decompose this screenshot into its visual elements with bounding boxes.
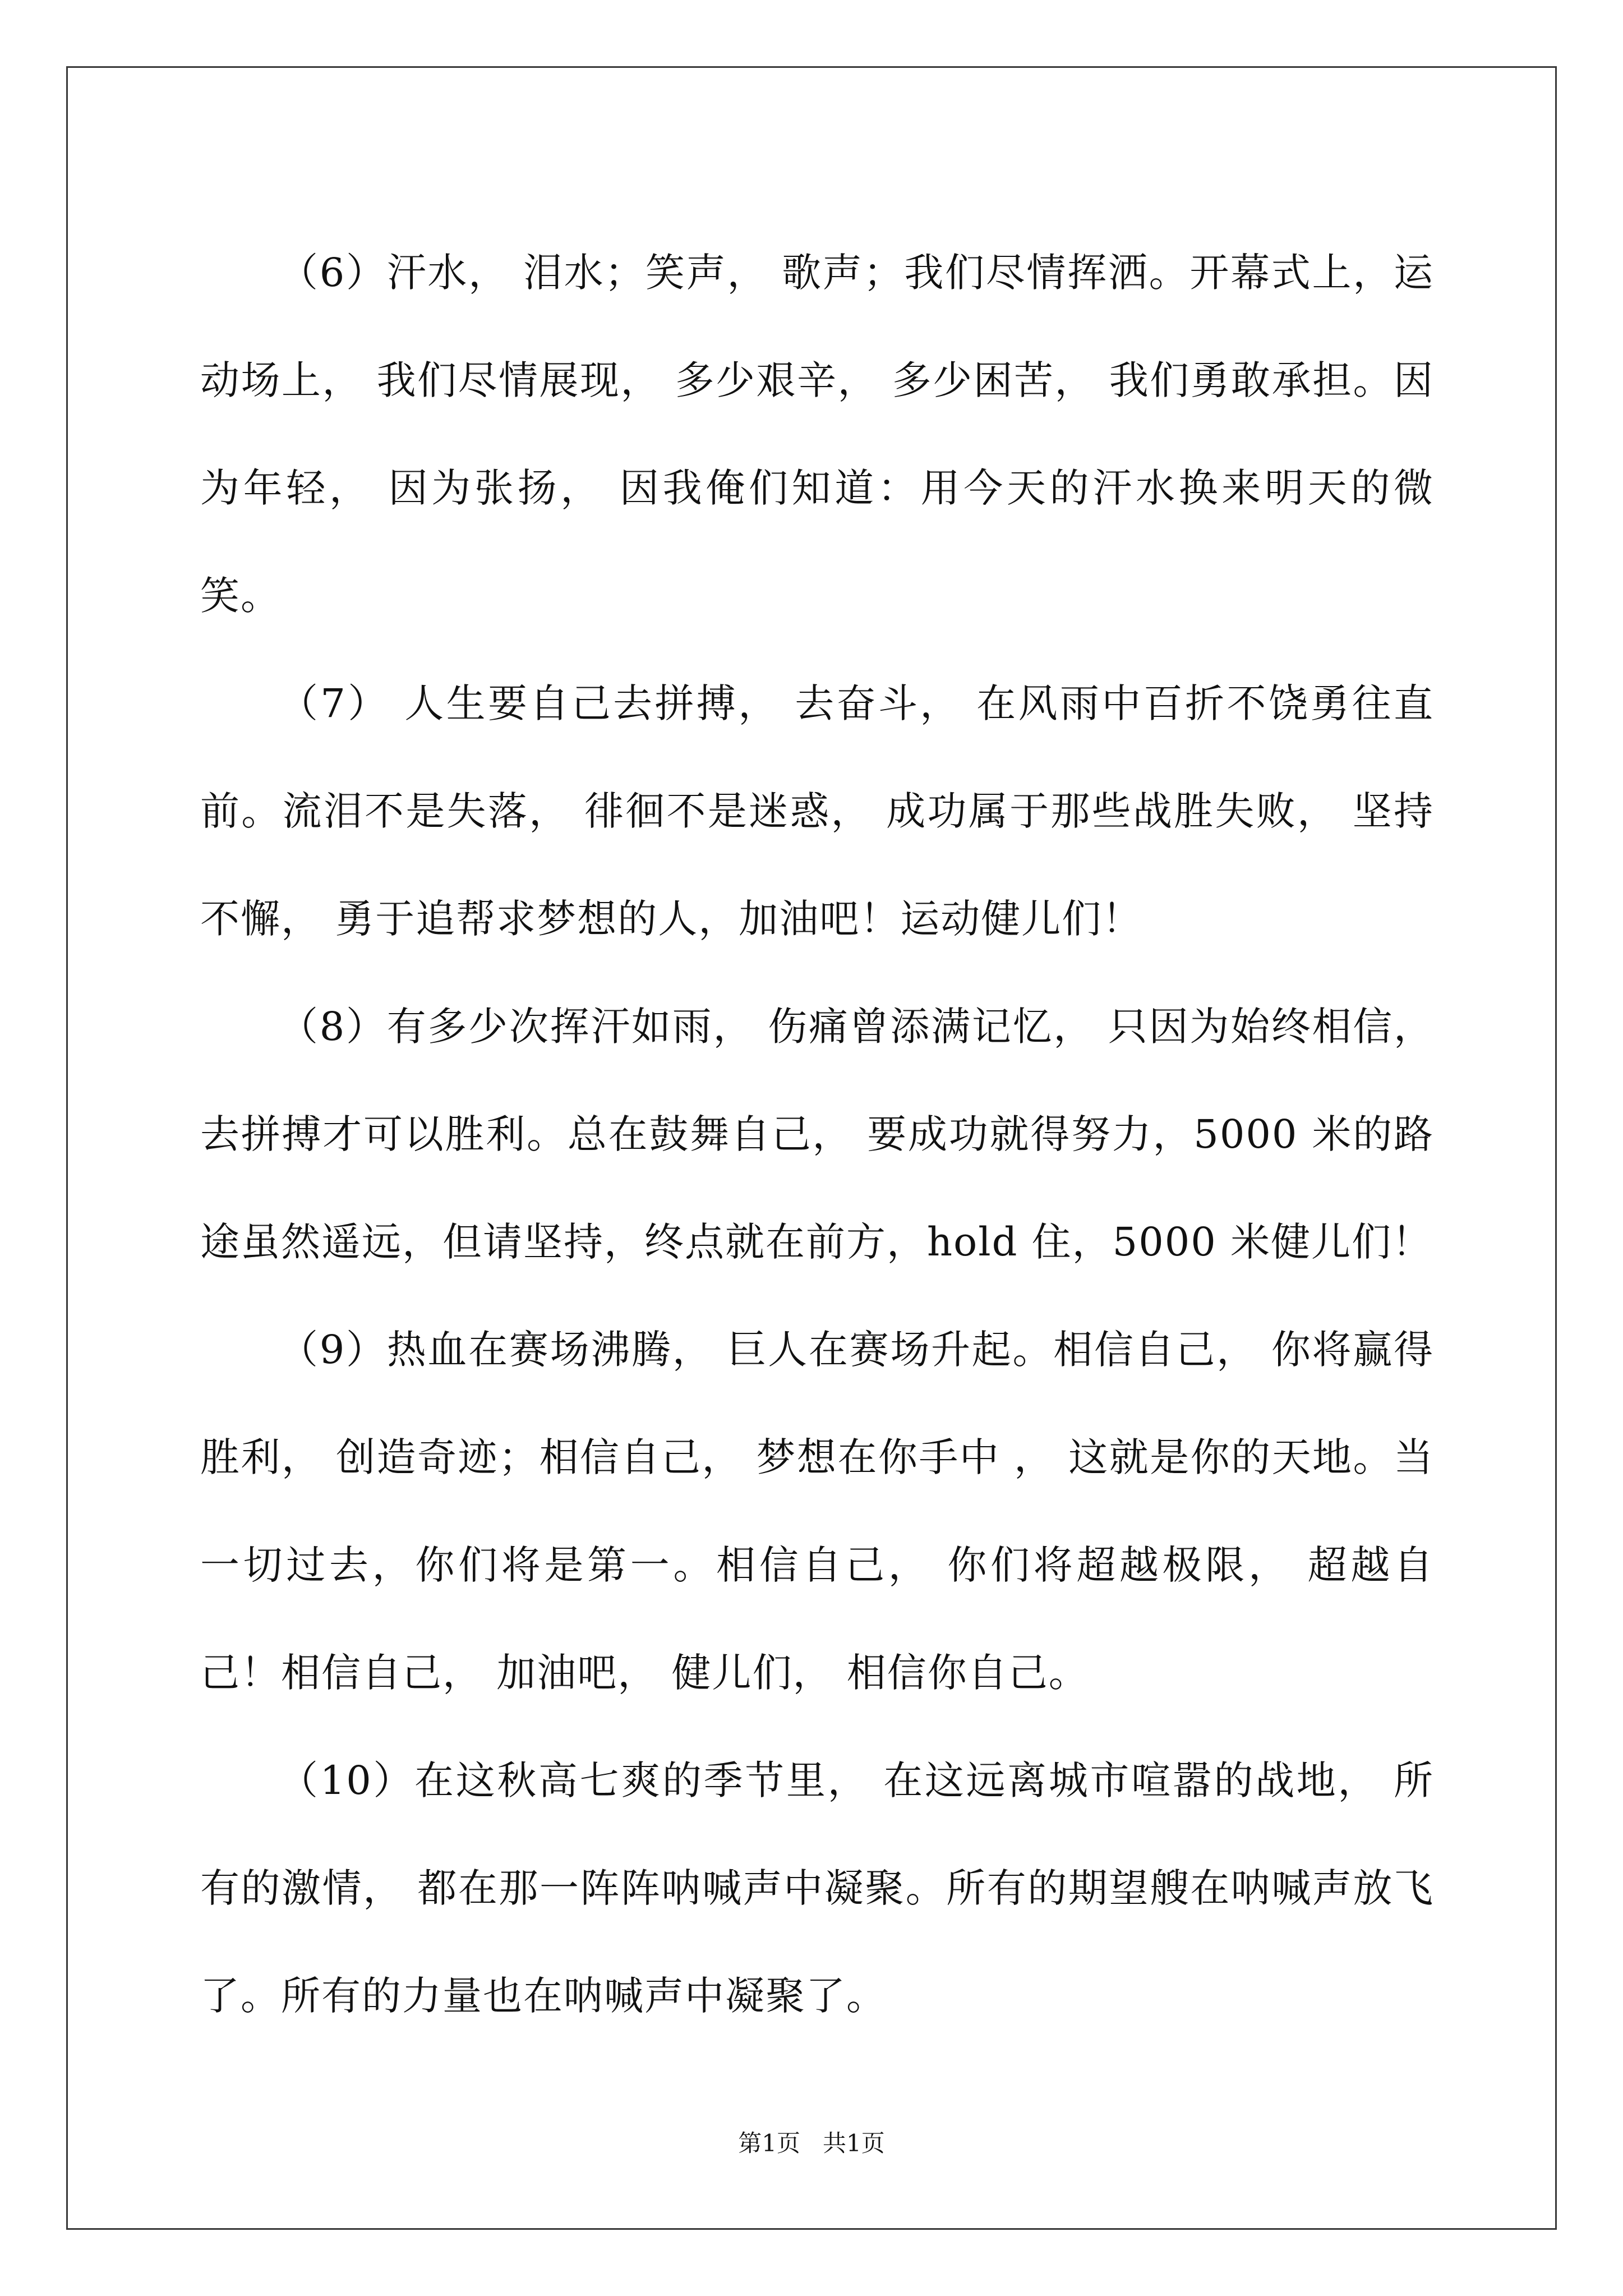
- paragraph-6: （6）汗水， 泪水；笑声， 歌声；我们尽情挥洒。开幕式上，运动场上， 我们尽情展现， 多少艰辛， 多少困苦， 我们勇敢承担。因为年轻， 因为张扬， 因我俺们知道：用今天的汗水换来明天的微笑。: [200, 250, 1434, 619]
- paragraph-7: （7） 人生要自己去拼搏， 去奋斗， 在风雨中百折不饶勇往直前。流泪不是失落， 徘徊不是迷惑， 成功属于那些战胜失败， 坚持不懈， 勇于追帮求梦想的人，加油吧！运动健儿们！: [200, 680, 1434, 942]
- paragraph-10: （10）在这秋高七爽的季节里， 在这远离城市喧嚣的战地， 所有的激情， 都在那一阵阵呐喊声中凝聚。所有的期望艘在呐喊声放飞了。所有的力量也在呐喊声中凝聚了。: [200, 1757, 1434, 2019]
- page-footer: [0, 2127, 1623, 2160]
- page-total: 共1页: [823, 2129, 885, 2157]
- page-number: 第1页: [738, 2129, 800, 2157]
- document-body: [200, 219, 1434, 2050]
- paragraph-8: （8）有多少次挥汗如雨， 伤痛曾添满记忆， 只因为始终相信，去拼搏才可以胜利。总在鼓舞自己， 要成功就得努力，5000 米的路途虽然遥远，但请坚持，终点就在前方，hold 住，5000 米健儿们！: [200, 1004, 1434, 1265]
- paragraph-9: （9）热血在赛场沸腾， 巨人在赛场升起。相信自己， 你将赢得胜利， 创造奇迹；相信自己， 梦想在你手中 ， 这就是你的天地。当一切过去，你们将是第一。相信自己， 你们将超越极限， 超越自己！相信自己， 加油吧， 健儿们， 相信你自己。: [200, 1327, 1434, 1696]
